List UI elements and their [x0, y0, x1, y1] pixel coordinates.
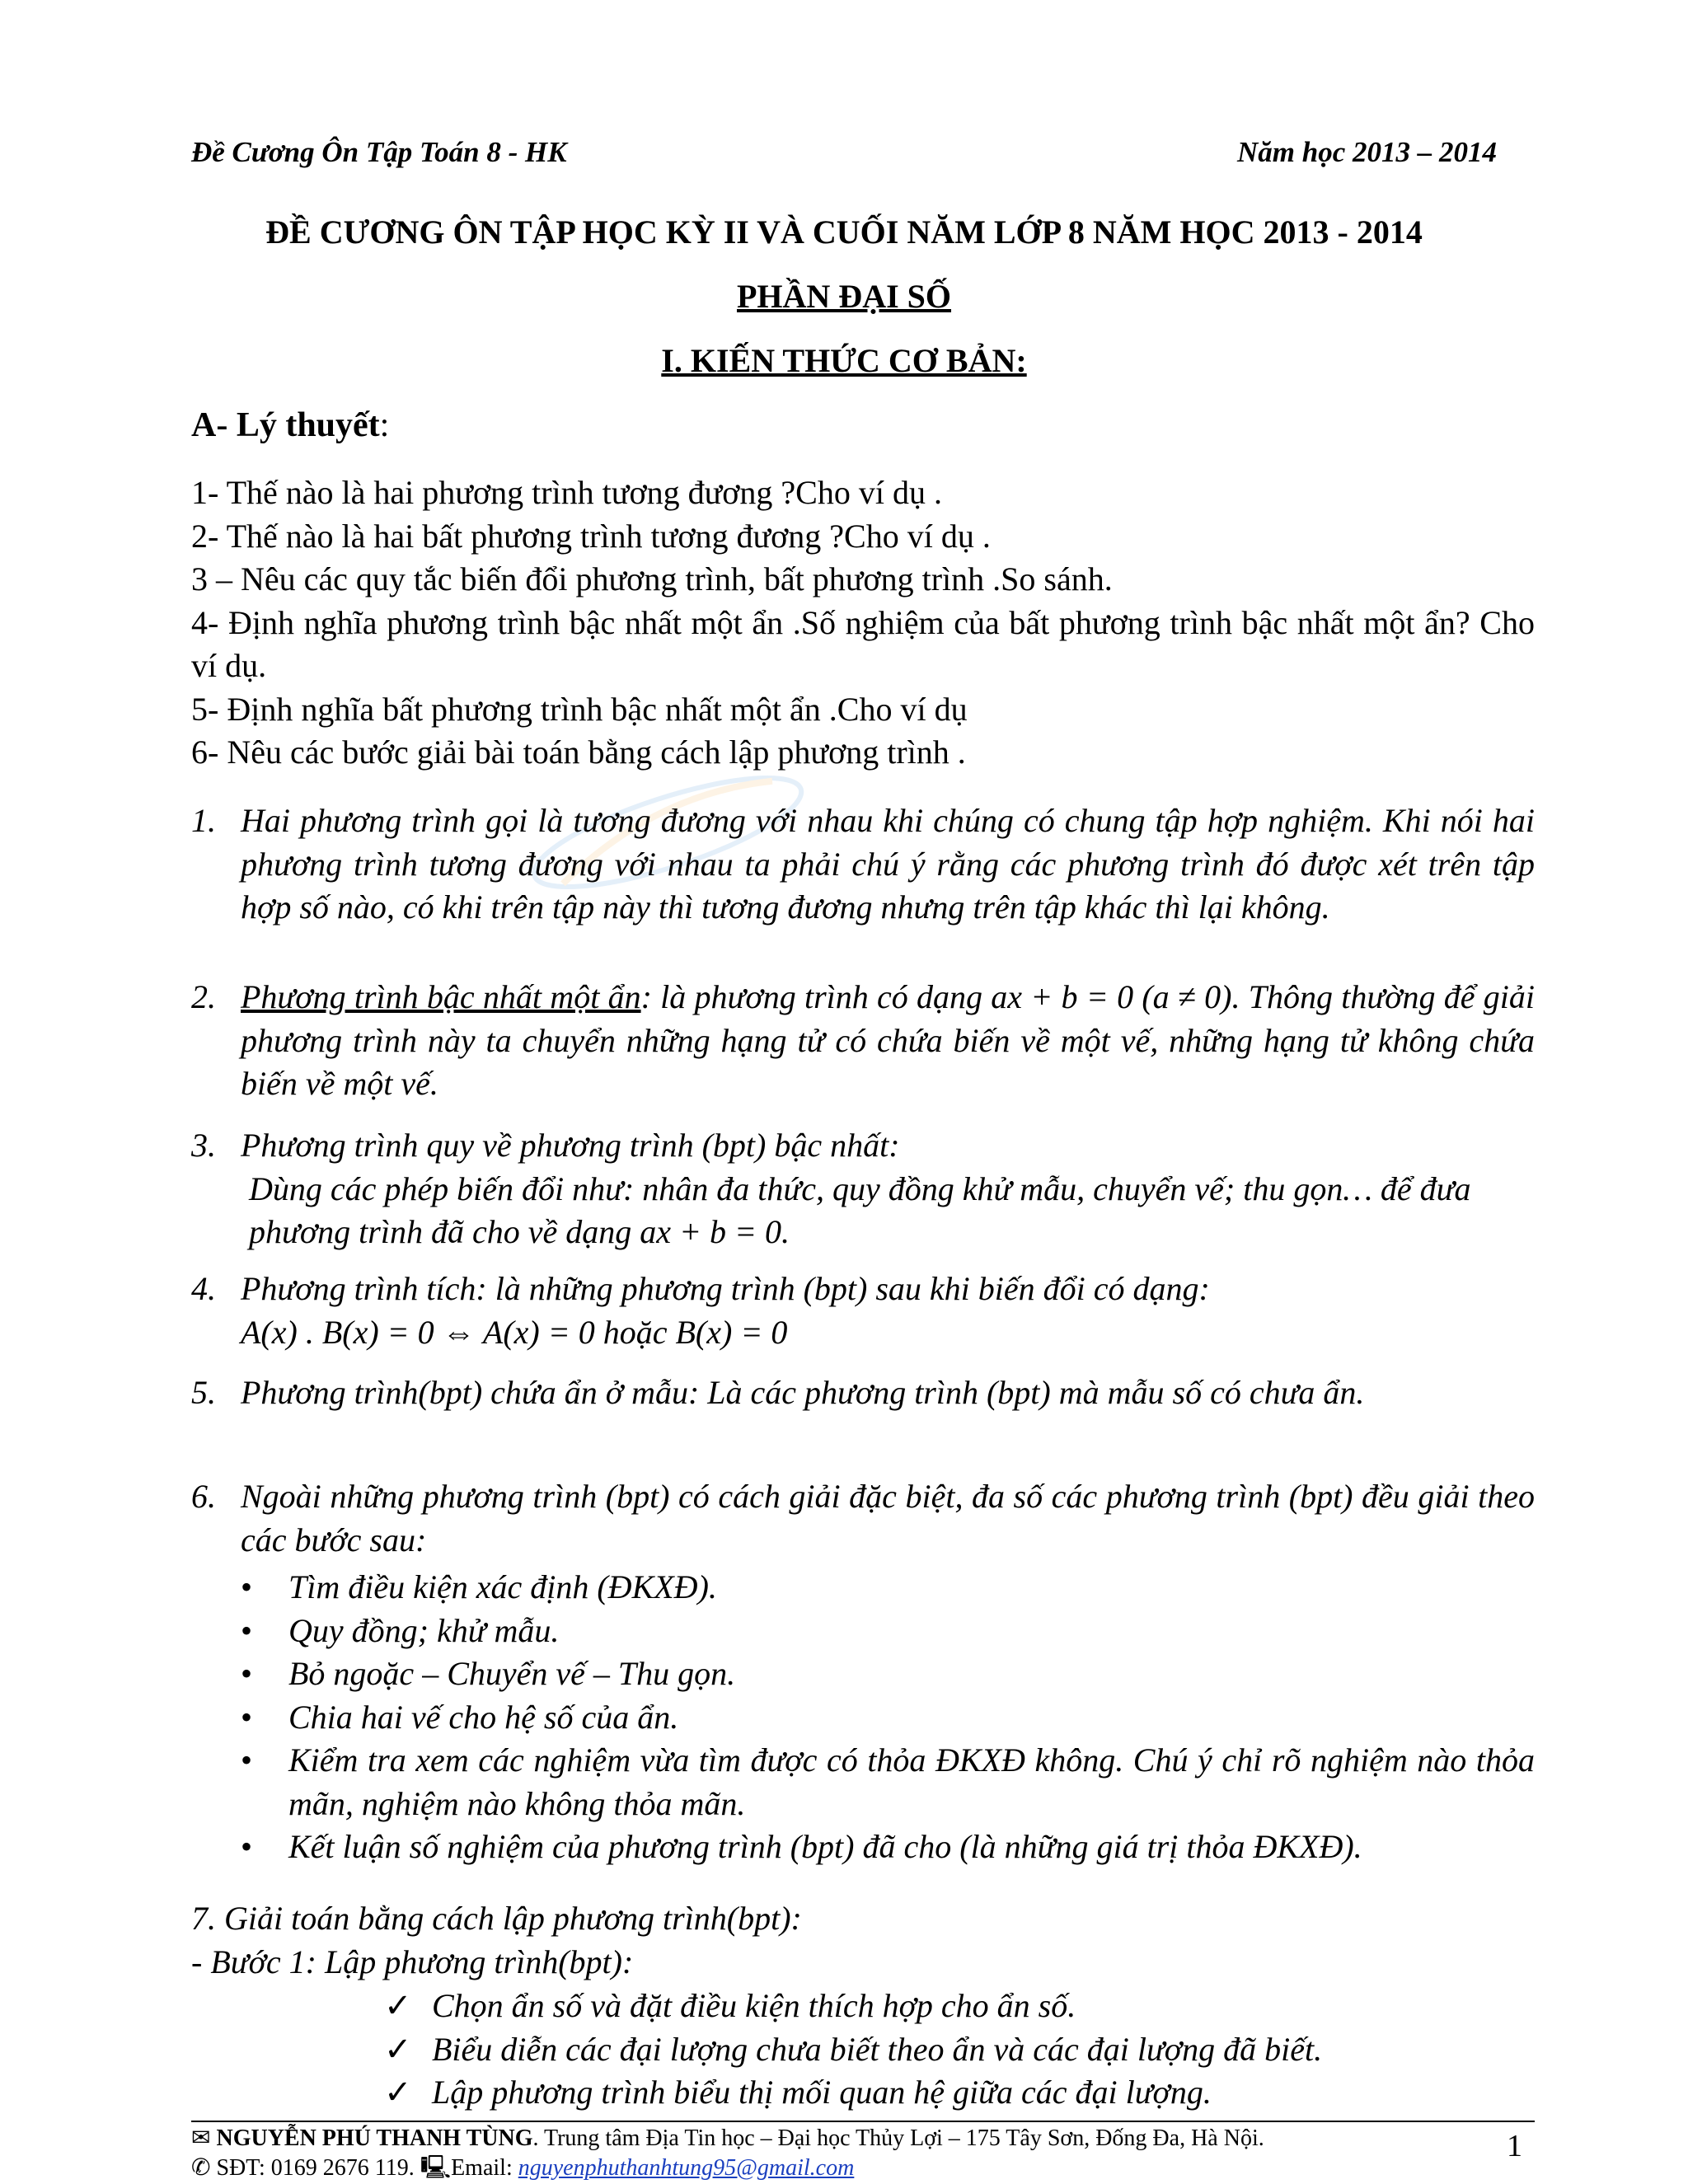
author-org: . Trung tâm Địa Tin học – Đại học Thủy Lợi – 175 Tây Sơn, Đống Đa, Hà Nội.	[532, 2125, 1264, 2151]
answer-number: 4.	[191, 1270, 216, 1307]
part-title: PHẦN ĐẠI SỐ	[736, 278, 952, 315]
answer-1	[191, 799, 1535, 930]
answer-5	[191, 1371, 1535, 1415]
answer-term: Phương trình bậc nhất một ẩn	[241, 978, 641, 1015]
page-footer	[191, 2124, 1264, 2183]
page-number: 1	[1507, 2129, 1522, 2163]
answer-4	[191, 1268, 1535, 1354]
list-item: • Tìm điều kiện xác định (ĐKXĐ).	[191, 1566, 1535, 1610]
answer-number: 1.	[191, 802, 216, 839]
question-item: 6- Nêu các bước giải bài toán bằng cách lập phương trình .	[191, 733, 966, 771]
list-item: • Bỏ ngoặc – Chuyển vế – Thu gọn.	[191, 1652, 1535, 1696]
phone-number: SĐT: 0169 2676 119.	[216, 2155, 415, 2181]
answer-3	[191, 1124, 1535, 1254]
theory-label: A- Lý thuyết	[191, 406, 380, 444]
answer-7	[191, 1897, 1535, 1984]
answer-6-steps	[191, 1566, 1535, 1869]
email-label: Email:	[451, 2155, 518, 2181]
list-item: • Kiểm tra xem các nghiệm vừa tìm được có thỏa ĐKXĐ không. Chú ý chỉ rõ nghiệm nào thỏa mãn, nghiệm nào không thỏa mãn.	[191, 1739, 1535, 1825]
answer-detail: Dùng các phép biến đổi như: nhân đa thức, quy đồng khử mẫu, chuyển vế; thu gọn… để đưa phương trình đã cho về dạng ax + b = 0.	[249, 1169, 1471, 1250]
question-item: 3 – Nêu các quy tắc biến đổi phương trình, bất phương trình .So sánh.	[191, 560, 1113, 598]
answer-6	[191, 1475, 1535, 1562]
question-item: 5- Định nghĩa bất phương trình bậc nhất một ẩn .Cho ví dụ	[191, 690, 968, 728]
checkmark-icon: ✓	[384, 2074, 412, 2111]
answer-text: Ngoài những phương trình (bpt) có cách giải đặc biệt, đa số các phương trình (bpt) đều giải theo các bước sau:	[241, 1478, 1535, 1558]
list-item	[384, 2071, 1322, 2115]
theory-colon: :	[379, 406, 390, 444]
running-header-title: Đề Cương Ôn Tập Toán 8 - HK	[191, 136, 567, 168]
answer-7-checklist	[384, 1985, 1322, 2115]
answer-text: Hai phương trình gọi là tương đương với nhau khi chúng có chung tập hợp nghiệm. Khi nói hai phương trình tương đương với nhau ta phải chú ý rằng các phương trình đó được xét trên tập hợp số nào, có khi trên tập này thì tương đương nhưng trên tập khác thì lại không.	[241, 802, 1535, 926]
list-item-text: Biểu diễn các đại lượng chưa biết theo ẩn và các đại lượng đã biết.	[432, 2030, 1323, 2068]
answer-definition: : là phương trình có dạng ax + b = 0 (a ≠ 0). Thông thường để giải phương trình này ta chuyển những hạng tử có chứa biến về một vế, những hạng tử không chứa biến về một vế.	[241, 978, 1536, 1102]
author-name: NGUYỄN PHÚ THANH TÙNG	[216, 2125, 533, 2151]
answer-text: 7. Giải toán bằng cách lập phương trình(bpt):	[191, 1900, 802, 1937]
theory-heading	[191, 405, 389, 445]
answer-text	[241, 976, 1535, 1106]
answer-formula: A(x) . B(x) = 0 ⇔ A(x) = 0 hoặc B(x) = 0	[241, 1313, 788, 1351]
section-title: I. KIẾN THỨC CƠ BẢN:	[661, 342, 1027, 379]
computer-icon: 🖳	[420, 2155, 452, 2181]
question-item: 2- Thế nào là hai bất phương trình tương đương ?Cho ví dụ .	[191, 517, 991, 555]
answer-number: 3.	[191, 1127, 216, 1164]
theory-questions	[191, 471, 1535, 775]
answer-number: 6.	[191, 1478, 216, 1515]
main-title: ĐỀ CƯƠNG ÔN TẬP HỌC KỲ II VÀ CUỐI NĂM LỚP 8 NĂM HỌC 2013 - 2014	[265, 213, 1423, 251]
footer-line-2	[191, 2154, 1264, 2183]
list-item	[384, 2028, 1322, 2072]
list-item: • Kết luận số nghiệm của phương trình (bpt) đã cho (là những giá trị thỏa ĐKXĐ).	[191, 1825, 1535, 1869]
answer-number: 2.	[191, 978, 216, 1015]
answer-text: Phương trình(bpt) chứa ẩn ở mẫu: Là các phương trình (bpt) mà mẫu số có chưa ẩn.	[241, 1374, 1365, 1411]
answer-2	[191, 976, 1535, 1106]
list-item-text: Chọn ẩn số và đặt điều kiện thích hợp cho ẩn số.	[432, 1987, 1076, 2024]
question-item: 1- Thế nào là hai phương trình tương đương ?Cho ví dụ .	[191, 474, 942, 511]
answer-number: 5.	[191, 1374, 216, 1411]
envelope-icon: ✉	[191, 2125, 211, 2151]
question-item: 4- Định nghĩa phương trình bậc nhất một ẩn .Số nghiệm của bất phương trình bậc nhất một ẩn? Cho ví dụ.	[191, 603, 1535, 684]
answer-step-1: - Bước 1: Lập phương trình(bpt):	[191, 1943, 634, 1980]
list-item-text: Lập phương trình biểu thị mối quan hệ giữa các đại lượng.	[432, 2074, 1212, 2111]
footer-line-1	[191, 2124, 1264, 2154]
list-item: • Quy đồng; khử mẫu.	[191, 1610, 1535, 1653]
answer-text: Phương trình quy về phương trình (bpt) bậc nhất:	[241, 1127, 900, 1164]
checkmark-icon: ✓	[384, 1987, 412, 2024]
footer-divider	[191, 2121, 1535, 2122]
running-header-year: Năm học 2013 – 2014	[1237, 136, 1497, 168]
answer-text: Phương trình tích: là những phương trình (bpt) sau khi biến đổi có dạng:	[241, 1270, 1210, 1307]
checkmark-icon: ✓	[384, 2030, 412, 2068]
phone-icon: ✆	[191, 2155, 211, 2181]
list-item: • Chia hai vế cho hệ số của ẩn.	[191, 1696, 1535, 1740]
list-item	[384, 1985, 1322, 2028]
email-link[interactable]: nguyenphuthanhtung95@gmail.com	[518, 2155, 855, 2181]
